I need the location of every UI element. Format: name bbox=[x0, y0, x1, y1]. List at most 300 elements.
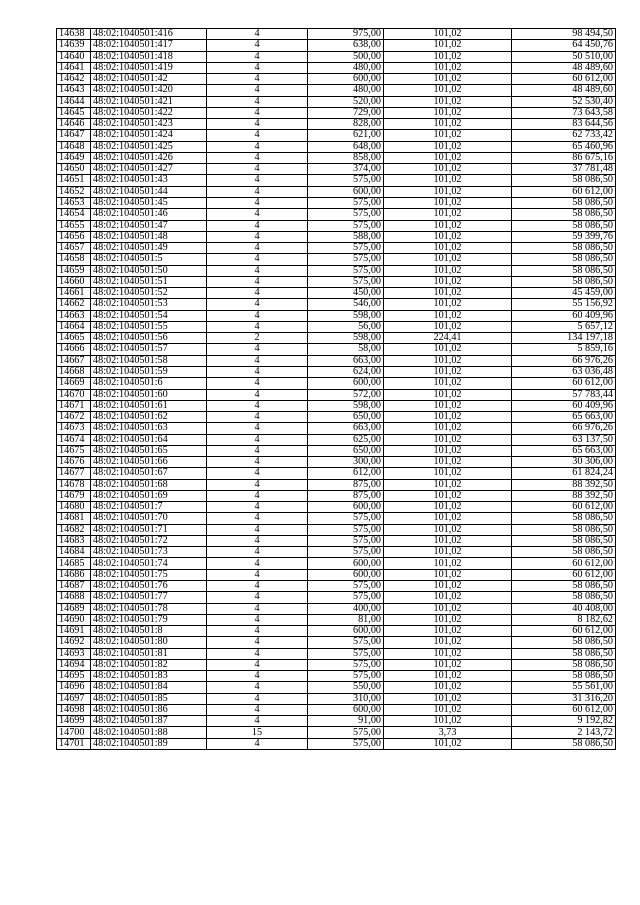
table-row bbox=[57, 490, 616, 501]
area-value-cell: 480,00 bbox=[308, 62, 384, 73]
area-value-cell: 598,00 bbox=[308, 310, 384, 321]
cadastral-number-cell: 48:02:1040501:44 bbox=[91, 186, 207, 197]
specific-value-cell: 101,02 bbox=[384, 344, 512, 355]
area-value-cell: 600,00 bbox=[308, 569, 384, 580]
specific-value-cell: 101,02 bbox=[384, 558, 512, 569]
cadastral-value-cell: 64 450,76 bbox=[512, 40, 616, 51]
area-value-cell: 600,00 bbox=[308, 502, 384, 513]
row-number-cell: 14691 bbox=[57, 626, 91, 637]
table-row bbox=[57, 468, 616, 479]
group-number-cell: 4 bbox=[207, 310, 308, 321]
specific-value-cell: 101,02 bbox=[384, 581, 512, 592]
row-number-cell: 14673 bbox=[57, 423, 91, 434]
group-number-cell: 4 bbox=[207, 378, 308, 389]
table-row bbox=[57, 288, 616, 299]
group-number-cell: 4 bbox=[207, 321, 308, 332]
cadastral-number-cell: 48:02:1040501:89 bbox=[91, 738, 207, 749]
group-number-cell: 4 bbox=[207, 558, 308, 569]
specific-value-cell: 101,02 bbox=[384, 389, 512, 400]
specific-value-cell: 101,02 bbox=[384, 704, 512, 715]
area-value-cell: 575,00 bbox=[308, 276, 384, 287]
row-number-cell: 14665 bbox=[57, 333, 91, 344]
cadastral-value-cell: 60 612,00 bbox=[512, 558, 616, 569]
table-row bbox=[57, 626, 616, 637]
cadastral-value-table bbox=[56, 28, 616, 750]
row-number-cell: 14646 bbox=[57, 119, 91, 130]
area-value-cell: 575,00 bbox=[308, 197, 384, 208]
area-value-cell: 575,00 bbox=[308, 727, 384, 738]
cadastral-number-cell: 48:02:1040501:426 bbox=[91, 152, 207, 163]
cadastral-value-cell: 58 086,50 bbox=[512, 637, 616, 648]
cadastral-number-cell: 48:02:1040501:87 bbox=[91, 716, 207, 727]
specific-value-cell: 101,02 bbox=[384, 321, 512, 332]
table-row bbox=[57, 727, 616, 738]
specific-value-cell: 101,02 bbox=[384, 513, 512, 524]
cadastral-number-cell: 48:02:1040501:422 bbox=[91, 107, 207, 118]
row-number-cell: 14650 bbox=[57, 164, 91, 175]
cadastral-value-cell: 2 143,72 bbox=[512, 727, 616, 738]
group-number-cell: 4 bbox=[207, 704, 308, 715]
row-number-cell: 14664 bbox=[57, 321, 91, 332]
table-row bbox=[57, 558, 616, 569]
table-row bbox=[57, 29, 616, 40]
area-value-cell: 575,00 bbox=[308, 547, 384, 558]
group-number-cell: 4 bbox=[207, 51, 308, 62]
group-number-cell: 4 bbox=[207, 254, 308, 265]
area-value-cell: 575,00 bbox=[308, 265, 384, 276]
table-row bbox=[57, 51, 616, 62]
group-number-cell: 15 bbox=[207, 727, 308, 738]
cadastral-number-cell: 48:02:1040501:417 bbox=[91, 40, 207, 51]
cadastral-number-cell: 48:02:1040501:75 bbox=[91, 569, 207, 580]
cadastral-number-cell: 48:02:1040501:6 bbox=[91, 378, 207, 389]
table-row bbox=[57, 130, 616, 141]
area-value-cell: 650,00 bbox=[308, 445, 384, 456]
group-number-cell: 4 bbox=[207, 74, 308, 85]
group-number-cell: 4 bbox=[207, 107, 308, 118]
area-value-cell: 598,00 bbox=[308, 333, 384, 344]
cadastral-number-cell: 48:02:1040501:47 bbox=[91, 220, 207, 231]
area-value-cell: 56,00 bbox=[308, 321, 384, 332]
row-number-cell: 14671 bbox=[57, 400, 91, 411]
row-number-cell: 14682 bbox=[57, 524, 91, 535]
row-number-cell: 14697 bbox=[57, 693, 91, 704]
area-value-cell: 480,00 bbox=[308, 85, 384, 96]
group-number-cell: 4 bbox=[207, 265, 308, 276]
group-number-cell: 4 bbox=[207, 276, 308, 287]
cadastral-number-cell: 48:02:1040501:64 bbox=[91, 434, 207, 445]
area-value-cell: 600,00 bbox=[308, 378, 384, 389]
area-value-cell: 575,00 bbox=[308, 648, 384, 659]
cadastral-number-cell: 48:02:1040501:84 bbox=[91, 682, 207, 693]
cadastral-number-cell: 48:02:1040501:73 bbox=[91, 547, 207, 558]
row-number-cell: 14680 bbox=[57, 502, 91, 513]
group-number-cell: 4 bbox=[207, 502, 308, 513]
row-number-cell: 14640 bbox=[57, 51, 91, 62]
specific-value-cell: 101,02 bbox=[384, 130, 512, 141]
group-number-cell: 4 bbox=[207, 457, 308, 468]
group-number-cell: 4 bbox=[207, 423, 308, 434]
cadastral-value-cell: 58 086,50 bbox=[512, 524, 616, 535]
specific-value-cell: 101,02 bbox=[384, 592, 512, 603]
cadastral-number-cell: 48:02:1040501:46 bbox=[91, 209, 207, 220]
cadastral-value-cell: 58 086,50 bbox=[512, 220, 616, 231]
group-number-cell: 4 bbox=[207, 29, 308, 40]
cadastral-value-cell: 57 783,44 bbox=[512, 389, 616, 400]
cadastral-value-cell: 58 086,50 bbox=[512, 197, 616, 208]
cadastral-value-cell: 60 612,00 bbox=[512, 502, 616, 513]
cadastral-number-cell: 48:02:1040501:54 bbox=[91, 310, 207, 321]
area-value-cell: 400,00 bbox=[308, 603, 384, 614]
cadastral-value-cell: 66 976,26 bbox=[512, 423, 616, 434]
table-row bbox=[57, 457, 616, 468]
area-value-cell: 450,00 bbox=[308, 288, 384, 299]
row-number-cell: 14687 bbox=[57, 581, 91, 592]
row-number-cell: 14675 bbox=[57, 445, 91, 456]
group-number-cell: 4 bbox=[207, 366, 308, 377]
area-value-cell: 58,00 bbox=[308, 344, 384, 355]
table-row bbox=[57, 659, 616, 670]
specific-value-cell: 101,02 bbox=[384, 535, 512, 546]
cadastral-value-cell: 55 561,00 bbox=[512, 682, 616, 693]
cadastral-number-cell: 48:02:1040501:427 bbox=[91, 164, 207, 175]
table-row bbox=[57, 479, 616, 490]
cadastral-number-cell: 48:02:1040501:7 bbox=[91, 502, 207, 513]
specific-value-cell: 101,02 bbox=[384, 51, 512, 62]
row-number-cell: 14651 bbox=[57, 175, 91, 186]
specific-value-cell: 101,02 bbox=[384, 569, 512, 580]
row-number-cell: 14681 bbox=[57, 513, 91, 524]
row-number-cell: 14655 bbox=[57, 220, 91, 231]
row-number-cell: 14668 bbox=[57, 366, 91, 377]
area-value-cell: 663,00 bbox=[308, 423, 384, 434]
area-value-cell: 575,00 bbox=[308, 175, 384, 186]
table-row bbox=[57, 141, 616, 152]
group-number-cell: 4 bbox=[207, 614, 308, 625]
cadastral-number-cell: 48:02:1040501:58 bbox=[91, 355, 207, 366]
specific-value-cell: 101,02 bbox=[384, 107, 512, 118]
specific-value-cell: 101,02 bbox=[384, 693, 512, 704]
row-number-cell: 14653 bbox=[57, 197, 91, 208]
table-row bbox=[57, 62, 616, 73]
group-number-cell: 4 bbox=[207, 400, 308, 411]
cadastral-value-cell: 58 086,50 bbox=[512, 581, 616, 592]
area-value-cell: 612,00 bbox=[308, 468, 384, 479]
cadastral-value-cell: 58 086,50 bbox=[512, 592, 616, 603]
table-row bbox=[57, 682, 616, 693]
group-number-cell: 4 bbox=[207, 40, 308, 51]
group-number-cell: 4 bbox=[207, 355, 308, 366]
area-value-cell: 374,00 bbox=[308, 164, 384, 175]
cadastral-number-cell: 48:02:1040501:53 bbox=[91, 299, 207, 310]
cadastral-number-cell: 48:02:1040501:67 bbox=[91, 468, 207, 479]
area-value-cell: 858,00 bbox=[308, 152, 384, 163]
group-number-cell: 4 bbox=[207, 671, 308, 682]
cadastral-value-cell: 98 494,50 bbox=[512, 29, 616, 40]
area-value-cell: 575,00 bbox=[308, 581, 384, 592]
cadastral-value-cell: 60 409,96 bbox=[512, 400, 616, 411]
row-number-cell: 14656 bbox=[57, 231, 91, 242]
specific-value-cell: 101,02 bbox=[384, 378, 512, 389]
row-number-cell: 14684 bbox=[57, 547, 91, 558]
group-number-cell: 4 bbox=[207, 299, 308, 310]
cadastral-number-cell: 48:02:1040501:79 bbox=[91, 614, 207, 625]
specific-value-cell: 101,02 bbox=[384, 276, 512, 287]
specific-value-cell: 101,02 bbox=[384, 457, 512, 468]
cadastral-number-cell: 48:02:1040501:56 bbox=[91, 333, 207, 344]
cadastral-value-cell: 52 530,40 bbox=[512, 96, 616, 107]
specific-value-cell: 101,02 bbox=[384, 62, 512, 73]
area-value-cell: 81,00 bbox=[308, 614, 384, 625]
row-number-cell: 14638 bbox=[57, 29, 91, 40]
cadastral-value-cell: 66 976,26 bbox=[512, 355, 616, 366]
group-number-cell: 4 bbox=[207, 152, 308, 163]
specific-value-cell: 101,02 bbox=[384, 243, 512, 254]
cadastral-number-cell: 48:02:1040501:80 bbox=[91, 637, 207, 648]
area-value-cell: 575,00 bbox=[308, 254, 384, 265]
area-value-cell: 572,00 bbox=[308, 389, 384, 400]
cadastral-value-cell: 65 460,96 bbox=[512, 141, 616, 152]
row-number-cell: 14686 bbox=[57, 569, 91, 580]
group-number-cell: 4 bbox=[207, 648, 308, 659]
area-value-cell: 550,00 bbox=[308, 682, 384, 693]
area-value-cell: 625,00 bbox=[308, 434, 384, 445]
cadastral-number-cell: 48:02:1040501:70 bbox=[91, 513, 207, 524]
area-value-cell: 648,00 bbox=[308, 141, 384, 152]
cadastral-number-cell: 48:02:1040501:418 bbox=[91, 51, 207, 62]
cadastral-value-cell: 60 612,00 bbox=[512, 378, 616, 389]
cadastral-value-cell: 58 086,50 bbox=[512, 265, 616, 276]
table-row bbox=[57, 637, 616, 648]
table-row bbox=[57, 333, 616, 344]
row-number-cell: 14698 bbox=[57, 704, 91, 715]
area-value-cell: 828,00 bbox=[308, 119, 384, 130]
area-value-cell: 500,00 bbox=[308, 51, 384, 62]
specific-value-cell: 101,02 bbox=[384, 366, 512, 377]
group-number-cell: 4 bbox=[207, 693, 308, 704]
cadastral-number-cell: 48:02:1040501:66 bbox=[91, 457, 207, 468]
table-row bbox=[57, 648, 616, 659]
cadastral-number-cell: 48:02:1040501:51 bbox=[91, 276, 207, 287]
cadastral-number-cell: 48:02:1040501:81 bbox=[91, 648, 207, 659]
table-row bbox=[57, 220, 616, 231]
table-row bbox=[57, 738, 616, 749]
specific-value-cell: 101,02 bbox=[384, 152, 512, 163]
specific-value-cell: 101,02 bbox=[384, 468, 512, 479]
table-row bbox=[57, 197, 616, 208]
cadastral-value-cell: 5 859,16 bbox=[512, 344, 616, 355]
area-value-cell: 600,00 bbox=[308, 704, 384, 715]
cadastral-value-cell: 61 824,24 bbox=[512, 468, 616, 479]
group-number-cell: 4 bbox=[207, 468, 308, 479]
table-row bbox=[57, 378, 616, 389]
group-number-cell: 4 bbox=[207, 62, 308, 73]
row-number-cell: 14699 bbox=[57, 716, 91, 727]
area-value-cell: 575,00 bbox=[308, 535, 384, 546]
area-value-cell: 575,00 bbox=[308, 220, 384, 231]
cadastral-value-cell: 83 644,56 bbox=[512, 119, 616, 130]
specific-value-cell: 101,02 bbox=[384, 502, 512, 513]
cadastral-value-cell: 8 182,62 bbox=[512, 614, 616, 625]
specific-value-cell: 101,02 bbox=[384, 186, 512, 197]
cadastral-number-cell: 48:02:1040501:63 bbox=[91, 423, 207, 434]
table-row bbox=[57, 119, 616, 130]
table-row bbox=[57, 186, 616, 197]
specific-value-cell: 101,02 bbox=[384, 254, 512, 265]
group-number-cell: 2 bbox=[207, 333, 308, 344]
cadastral-value-cell: 65 663,00 bbox=[512, 445, 616, 456]
area-value-cell: 600,00 bbox=[308, 558, 384, 569]
row-number-cell: 14648 bbox=[57, 141, 91, 152]
cadastral-number-cell: 48:02:1040501:72 bbox=[91, 535, 207, 546]
table-row bbox=[57, 423, 616, 434]
specific-value-cell: 101,02 bbox=[384, 524, 512, 535]
specific-value-cell: 101,02 bbox=[384, 141, 512, 152]
group-number-cell: 4 bbox=[207, 85, 308, 96]
area-value-cell: 575,00 bbox=[308, 659, 384, 670]
specific-value-cell: 101,02 bbox=[384, 547, 512, 558]
row-number-cell: 14659 bbox=[57, 265, 91, 276]
row-number-cell: 14657 bbox=[57, 243, 91, 254]
cadastral-number-cell: 48:02:1040501:421 bbox=[91, 96, 207, 107]
group-number-cell: 4 bbox=[207, 344, 308, 355]
specific-value-cell: 101,02 bbox=[384, 412, 512, 423]
row-number-cell: 14689 bbox=[57, 603, 91, 614]
specific-value-cell: 101,02 bbox=[384, 209, 512, 220]
specific-value-cell: 101,02 bbox=[384, 85, 512, 96]
row-number-cell: 14694 bbox=[57, 659, 91, 670]
specific-value-cell: 101,02 bbox=[384, 479, 512, 490]
cadastral-value-cell: 58 086,50 bbox=[512, 671, 616, 682]
table-row bbox=[57, 704, 616, 715]
cadastral-value-cell: 62 733,42 bbox=[512, 130, 616, 141]
cadastral-number-cell: 48:02:1040501:424 bbox=[91, 130, 207, 141]
cadastral-value-cell: 37 781,48 bbox=[512, 164, 616, 175]
cadastral-value-cell: 58 086,50 bbox=[512, 243, 616, 254]
cadastral-value-cell: 134 197,18 bbox=[512, 333, 616, 344]
cadastral-number-cell: 48:02:1040501:83 bbox=[91, 671, 207, 682]
specific-value-cell: 101,02 bbox=[384, 231, 512, 242]
cadastral-value-cell: 45 459,00 bbox=[512, 288, 616, 299]
cadastral-value-cell: 63 036,48 bbox=[512, 366, 616, 377]
row-number-cell: 14643 bbox=[57, 85, 91, 96]
specific-value-cell: 3,73 bbox=[384, 727, 512, 738]
specific-value-cell: 101,02 bbox=[384, 626, 512, 637]
table-row bbox=[57, 581, 616, 592]
cadastral-value-cell: 60 612,00 bbox=[512, 186, 616, 197]
table-row bbox=[57, 299, 616, 310]
area-value-cell: 650,00 bbox=[308, 412, 384, 423]
table-row bbox=[57, 254, 616, 265]
specific-value-cell: 101,02 bbox=[384, 164, 512, 175]
group-number-cell: 4 bbox=[207, 389, 308, 400]
group-number-cell: 4 bbox=[207, 581, 308, 592]
group-number-cell: 4 bbox=[207, 130, 308, 141]
group-number-cell: 4 bbox=[207, 231, 308, 242]
cadastral-value-cell: 40 408,00 bbox=[512, 603, 616, 614]
group-number-cell: 4 bbox=[207, 434, 308, 445]
table-row bbox=[57, 175, 616, 186]
row-number-cell: 14649 bbox=[57, 152, 91, 163]
cadastral-value-cell: 48 489,60 bbox=[512, 62, 616, 73]
area-value-cell: 575,00 bbox=[308, 671, 384, 682]
group-number-cell: 4 bbox=[207, 682, 308, 693]
specific-value-cell: 101,02 bbox=[384, 175, 512, 186]
table-row bbox=[57, 502, 616, 513]
row-number-cell: 14692 bbox=[57, 637, 91, 648]
cadastral-value-cell: 58 086,50 bbox=[512, 659, 616, 670]
cadastral-number-cell: 48:02:1040501:60 bbox=[91, 389, 207, 400]
table-row bbox=[57, 164, 616, 175]
cadastral-number-cell: 48:02:1040501:82 bbox=[91, 659, 207, 670]
row-number-cell: 14683 bbox=[57, 535, 91, 546]
table-row bbox=[57, 569, 616, 580]
cadastral-number-cell: 48:02:1040501:52 bbox=[91, 288, 207, 299]
area-value-cell: 729,00 bbox=[308, 107, 384, 118]
row-number-cell: 14641 bbox=[57, 62, 91, 73]
specific-value-cell: 101,02 bbox=[384, 434, 512, 445]
cadastral-number-cell: 48:02:1040501:8 bbox=[91, 626, 207, 637]
cadastral-value-cell: 60 612,00 bbox=[512, 704, 616, 715]
area-value-cell: 598,00 bbox=[308, 400, 384, 411]
specific-value-cell: 101,02 bbox=[384, 265, 512, 276]
specific-value-cell: 101,02 bbox=[384, 659, 512, 670]
cadastral-number-cell: 48:02:1040501:55 bbox=[91, 321, 207, 332]
specific-value-cell: 101,02 bbox=[384, 288, 512, 299]
table-body bbox=[57, 29, 616, 750]
row-number-cell: 14658 bbox=[57, 254, 91, 265]
cadastral-value-cell: 5 657,12 bbox=[512, 321, 616, 332]
area-value-cell: 638,00 bbox=[308, 40, 384, 51]
specific-value-cell: 224,41 bbox=[384, 333, 512, 344]
cadastral-number-cell: 48:02:1040501:78 bbox=[91, 603, 207, 614]
group-number-cell: 4 bbox=[207, 141, 308, 152]
row-number-cell: 14696 bbox=[57, 682, 91, 693]
area-value-cell: 575,00 bbox=[308, 637, 384, 648]
cadastral-value-cell: 58 086,50 bbox=[512, 276, 616, 287]
cadastral-value-cell: 60 612,00 bbox=[512, 569, 616, 580]
group-number-cell: 4 bbox=[207, 288, 308, 299]
row-number-cell: 14662 bbox=[57, 299, 91, 310]
group-number-cell: 4 bbox=[207, 186, 308, 197]
row-number-cell: 14645 bbox=[57, 107, 91, 118]
row-number-cell: 14677 bbox=[57, 468, 91, 479]
table-row bbox=[57, 40, 616, 51]
row-number-cell: 14661 bbox=[57, 288, 91, 299]
cadastral-value-cell: 58 086,50 bbox=[512, 547, 616, 558]
table-row bbox=[57, 547, 616, 558]
group-number-cell: 4 bbox=[207, 220, 308, 231]
row-number-cell: 14654 bbox=[57, 209, 91, 220]
area-value-cell: 575,00 bbox=[308, 592, 384, 603]
cadastral-value-cell: 48 489,60 bbox=[512, 85, 616, 96]
group-number-cell: 4 bbox=[207, 569, 308, 580]
cadastral-number-cell: 48:02:1040501:425 bbox=[91, 141, 207, 152]
specific-value-cell: 101,02 bbox=[384, 614, 512, 625]
cadastral-value-cell: 58 086,50 bbox=[512, 648, 616, 659]
specific-value-cell: 101,02 bbox=[384, 355, 512, 366]
table-row bbox=[57, 355, 616, 366]
row-number-cell: 14644 bbox=[57, 96, 91, 107]
row-number-cell: 14652 bbox=[57, 186, 91, 197]
specific-value-cell: 101,02 bbox=[384, 648, 512, 659]
row-number-cell: 14688 bbox=[57, 592, 91, 603]
specific-value-cell: 101,02 bbox=[384, 40, 512, 51]
area-value-cell: 575,00 bbox=[308, 524, 384, 535]
group-number-cell: 4 bbox=[207, 716, 308, 727]
table-row bbox=[57, 152, 616, 163]
table-row bbox=[57, 400, 616, 411]
